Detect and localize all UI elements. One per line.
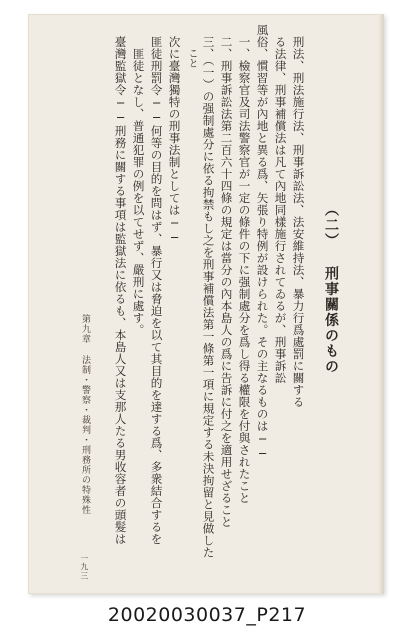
page-number: 一九三 xyxy=(79,554,89,581)
text-column-11: 臺灣監獄令──刑務に關する事項は監獄法に依るも、本島人又は支那人たる男收容者の頭髮は xyxy=(113,36,128,545)
text-column-5: 二、刑事訴訟法第二百六十四條の規定は當分の內本島人の爲に告訴に付之を適用せざること xyxy=(219,36,234,528)
text-column-1: 刑法、刑法施行法、刑事訴訟法、法安維持法、暴力行爲處罰に關する xyxy=(291,36,306,408)
section-heading: （二） 刑事關係のもの xyxy=(323,202,339,375)
book-page xyxy=(28,14,384,594)
text-column-4: 一、檢察官及司法警察官が一定の條件の下に强制處分を爲し得る權限を付與されたこと xyxy=(237,36,252,504)
text-column-6: 三、（一）の强制處分に依る拘禁もし之を刑事補償法第一條第一項に規定する未決拘留と見做した xyxy=(201,36,216,559)
text-column-3: 風俗、慣習等が內地と異る爲、矢張り特例が設けられた。その主なるものは── xyxy=(255,24,270,461)
text-column-9: 匪徒刑罰令──何等の目的を問はず、暴行又は脅迫を以て其目的を達する爲、多衆結合するを xyxy=(149,36,164,545)
text-column-7: こと xyxy=(186,48,197,69)
running-footer: 第九章 法制・警察・裁判・刑務所の特殊性 xyxy=(80,314,90,515)
text-column-2: る法律、刑事補償法は凡て內地同樣施行されてゐるが、刑事訴訟 xyxy=(273,36,288,384)
image-caption: 20020030037_P217 xyxy=(107,604,307,626)
text-column-10: 匪徒となし、普通犯罪の例を以てせず、嚴刑に處す。 xyxy=(131,48,146,336)
text-column-8: 次に臺灣獨特の刑事法制としては── xyxy=(167,36,182,245)
page-edge xyxy=(378,14,384,594)
